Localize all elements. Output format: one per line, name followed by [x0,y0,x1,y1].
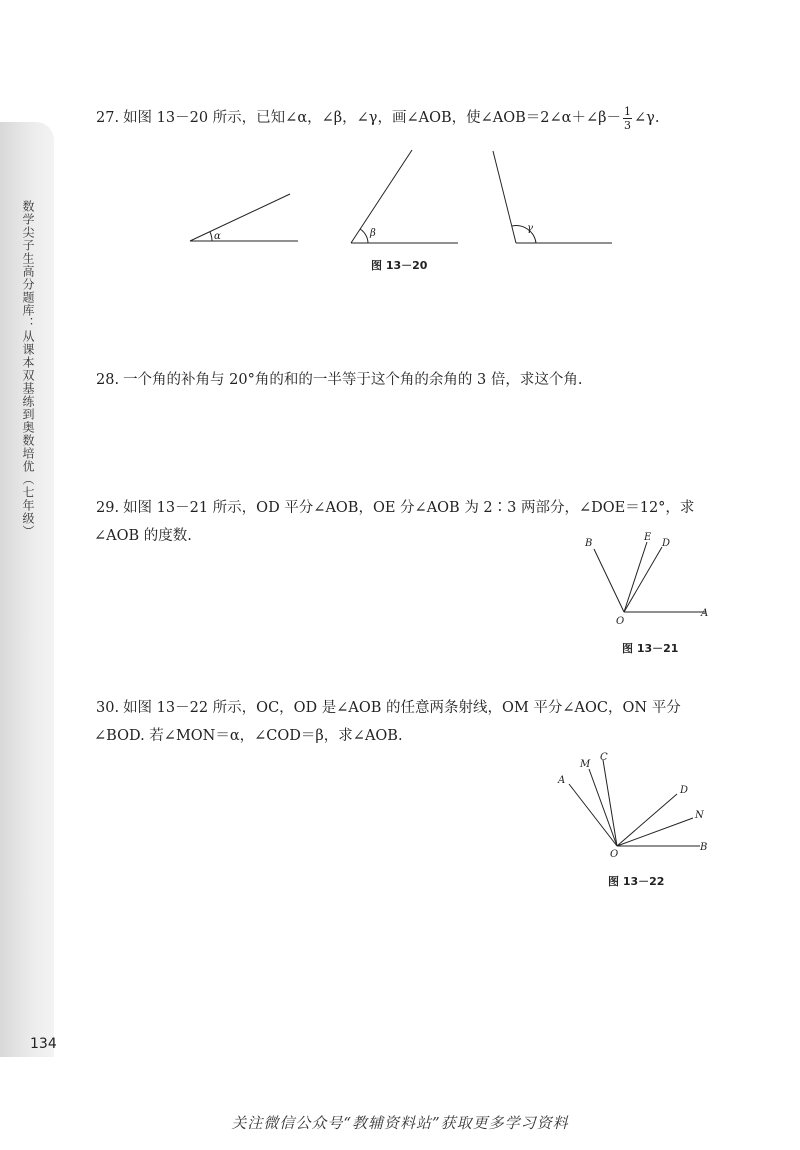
question-number: 30. [96,700,120,716]
label-A: A [558,775,566,786]
label-O: O [616,616,625,627]
fraction-denominator: 3 [624,118,631,132]
figure-caption: 图 13－21 [622,642,679,655]
gamma-label: γ [527,223,533,234]
question-number: 28. [96,372,120,388]
beta-label: β [370,228,376,239]
question-line-1: 如图 13－22 所示，OC，OD 是∠AOB 的任意两条射线，OM 平分∠AOC，ON 平分 [123,700,681,716]
label-D: D [680,785,689,796]
figure-caption: 图 13－22 [608,875,665,888]
label-B: B [700,842,708,853]
label-M: M [580,759,591,770]
alpha-label: α [214,231,221,242]
question-number: 29. [96,500,120,516]
label-A: A [701,608,709,619]
fraction-numerator: 1 [624,104,631,118]
ray-OD [617,794,677,846]
label-E: E [644,532,652,543]
book-title: 数学尖子生高分题库：从课本双基练到奥数培优（七年级） [21,200,35,538]
label-N: N [695,810,704,821]
label-C: C [600,752,608,763]
label-O: O [610,849,619,860]
question-text-b: ∠γ. [634,110,660,126]
page-number: 134 [30,1036,57,1052]
question-text-a: 如图 13－20 所示，已知∠α，∠β，∠γ，画∠AOB，使∠AOB＝2∠α＋∠β－ [123,110,621,126]
label-B: B [585,538,593,549]
question-line-2: ∠BOD. 若∠MON＝α，∠COD＝β，求∠AOB. [94,728,403,744]
question-line-1: 如图 13－21 所示，OD 平分∠AOB，OE 分∠AOB 为 2∶3 两部分，∠DOE＝12°，求 [123,500,695,516]
ray-OA [569,784,617,846]
figure-caption: 图 13－20 [371,259,428,272]
label-D: D [662,538,671,549]
question-text: 一个角的补角与 20°角的和的一半等于这个角的余角的 3 倍，求这个角. [123,372,583,388]
footer-note: 关注微信公众号“教辅资料站”获取更多学习资料 [231,1114,569,1132]
ray-OC [603,760,617,846]
ray-OM [589,769,617,846]
question-line-2: ∠AOB 的度数. [94,528,192,544]
ray-ON [617,818,693,846]
question-number: 27. [96,110,120,126]
